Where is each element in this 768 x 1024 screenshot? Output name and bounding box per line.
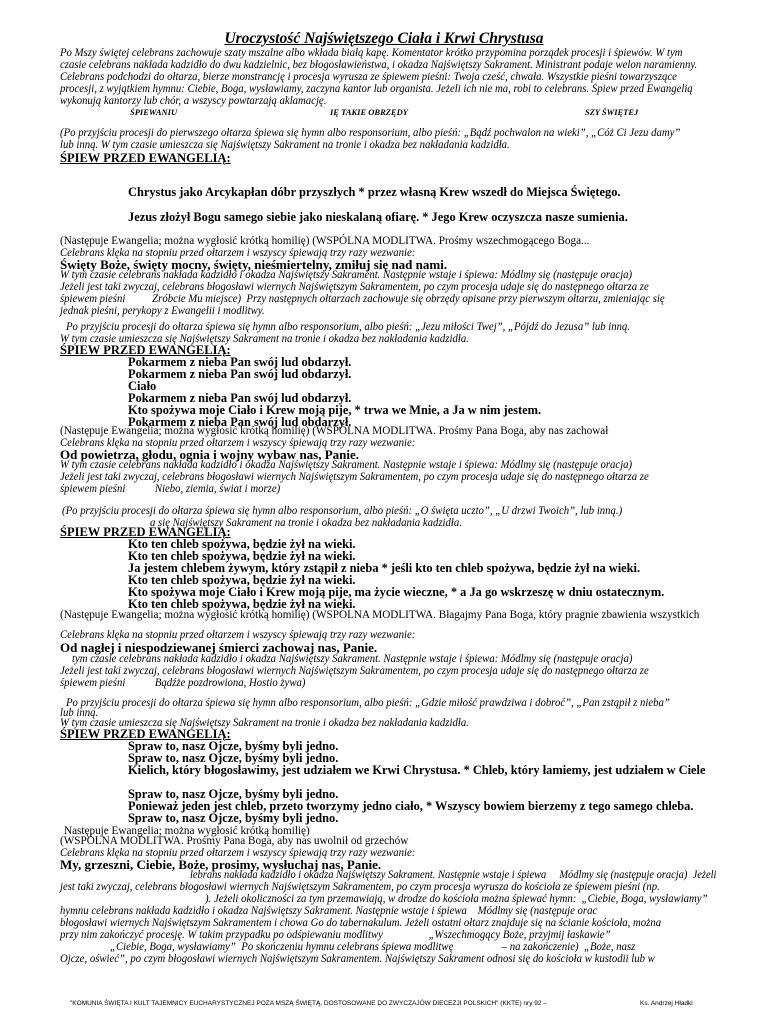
text-line: jest taki zwyczaj, celebrans błogosławi wiernych Najświętszym Sakramentem, po czym procesja wyrusza do kościoła ze śpiewem pieśni (np.: [60, 881, 660, 893]
text-line: (Następuje Ewangelia; można wygłosić krótką homilię) (WSPÓLNA MODLITWA. Prośmy wszechmogącego Boga...: [60, 235, 590, 247]
text-line: Następuje Ewangelia; można wygłosić krótką homilię): [64, 825, 310, 837]
text-line: czasie celebrans nakłada kadzidło do dwu kadzielnic, bez błogosławieństwa, i okadza Najświętszy Sakrament. Ministrant podaje welon naramienny.: [60, 59, 698, 71]
text-line: tym czasie celebrans nakłada kadzidło i okadza Najświętszy Sakrament. Następnie wstaje i śpiewa: Módlmy się (następuje oracja): [72, 653, 633, 665]
text-line: Celebrans klęka na stopniu przed ołtarzem i wszyscy śpiewają trzy razy wezwanie:: [60, 847, 416, 859]
section-heading: ŚPIEW PRZED EWANGELIĄ:: [60, 151, 231, 165]
footer-citation: "KOMUNIA ŚWIĘTA I KULT TAJEMNICY EUCHARYSTYCZNEJ POZA MSZĄ ŚWIĘTĄ, DOSTOSOWANE DO ZWYCZAJÓW DIECEZJI POLSKICH" (KKTE) nry 92 –: [70, 1000, 547, 1007]
section-heading: ŚPIEW PRZED EWANGELIĄ:: [60, 343, 231, 357]
chant-line: Ja jestem chlebem żywym, który zstąpił z nieba * jeśli kto ten chleb spożywa, będzie żył na wieki.: [128, 561, 641, 575]
chant-line: Spraw to, nasz Ojcze, byśmy byli jedno.: [128, 787, 339, 801]
chant-line: Od nagłej i niespodziewanej śmierci zachowaj nas, Panie.: [60, 640, 378, 655]
chant-line: Pokarmem z nieba Pan swój lud obdarzył.: [128, 391, 352, 405]
section-heading: ŚPIEW PRZED EWANGELIĄ:: [60, 525, 231, 539]
chant-line: Jezus złożył Bogu samego siebie jako nieskalaną ofiarę. * Jego Krew oczyszcza nasze sumienia.: [128, 210, 628, 224]
chant-line: Chrystus jako Arcykapłan dóbr przyszłych * przez własną Krew wszedł do Miejsca Świętego.: [128, 185, 621, 199]
text-line: lebrans nakłada kadzidło i okadza Najświętszy Sakrament. Następnie wstaje i śpiewa Módlmy się (następuje oracja) Jeżeli: [190, 869, 717, 881]
text-line: Celebrans klęka na stopniu przed ołtarzem i wszyscy śpiewają trzy razy wezwanie:: [60, 247, 416, 259]
text-line: jednak pieśni, perykopy z Ewangelii i modlitwy.: [60, 305, 265, 317]
text-line: (WSPÓLNA MODLITWA. Prośmy Pana Boga, aby nas uwolnił od grzechów: [60, 835, 409, 847]
text-line: W tym czasie celebrans nakłada kadzidło i okadza Najświętszy Sakrament. Następnie wstaje i śpiewa: Módlmy się (następuje oracja): [60, 459, 633, 471]
chant-line: Spraw to, nasz Ojcze, byśmy byli jedno.: [128, 739, 339, 753]
text-line: (Po przyjściu procesji do ołtarza śpiewa się hymn albo responsorium, albo pieśń: „O święta uczto”, „U drzwi Twoich”, lub inną.): [62, 505, 623, 517]
text-line: śpiewem pieśni Zróbcie Mu miejsce) Przy następnych ołtarzach zachowuje się obrzędy opisane przy pierwszym ołtarzu, zmieniając się: [60, 293, 665, 305]
text-line: Jeżeli jest taki zwyczaj, celebrans błogosławi wiernych Najświętszym Sakramentem, po czym procesja udaje się do następnego ołtarza ze: [60, 665, 649, 677]
text-line: lub inną. W tym czasie umieszcza się Najświętszy Sakrament na tronie i okadza bez nakładania kadzidła.: [60, 139, 510, 151]
text-line: śpiewem pieśni Niebo, ziemia, świat i morze): [60, 483, 281, 495]
text-line: Jeżeli jest taki zwyczaj, celebrans błogosławi wiernych Najświętszym Sakramentem, po czym procesja udaje się do następnego ołtarza ze: [60, 281, 649, 293]
chant-line: Pokarmem z nieba Pan swój lud obdarzył.: [128, 355, 352, 369]
text-line: (Następuje Ewangelia; można wygłosić krótką homilię) (WSPÓLNA MODLITWA. Błagajmy Pana Boga, który pragnie zbawienia wszystkich: [60, 609, 700, 621]
page-title: Uroczystość Najświętszego Ciała i Krwi Chrystusa: [224, 30, 544, 47]
text-line: Celebrans klęka na stopniu przed ołtarzem i wszyscy śpiewają trzy razy wezwanie:: [60, 437, 416, 449]
chant-line: Kto ten chleb spożywa, będzie żył na wieki.: [128, 573, 356, 587]
chant-line: My, grzeszni, Ciebie, Boże, prosimy, wysłuchaj nas, Panie.: [60, 857, 382, 872]
text-line: ). Jeżeli okoliczności za tym przemawiają, w drodze do kościoła można śpiewać hymn: „Ciebie, Boga, wysławiamy”: [205, 893, 708, 905]
chant-line: Ponieważ jeden jest chleb, przeto tworzymy jedno ciało, * Wszyscy bowiem bierzemy z tego samego chleba.: [128, 799, 694, 813]
text-line: (Następuje Ewangelia; można wygłosić krótką homilię) (WSPÓLNA MODLITWA. Prośmy Pana Boga, aby nas zachował: [60, 425, 609, 437]
text-line: wykonują kantorzy lub chór, a wszyscy powtarzają aklamację.: [60, 95, 327, 107]
chant-line: Spraw to, nasz Ojcze, byśmy byli jedno.: [128, 811, 339, 825]
text-line: Po przyjściu procesji do ołtarza śpiewa się hymn albo responsorium, albo pieśń: „Jezu miłości Twej”, „Pójdź do Jezusa” lub inną.: [66, 321, 631, 333]
text-line: błogosławi wiernych Najświętszym Sakramentem i chowa Go do tabernakulum. Jeżeli ostatni ołtarz znajduje się na ścianie kościoła, można: [60, 917, 662, 929]
chant-line: Kielich, który błogosławimy, jest udziałem we Krwi Chrystusa. * Chleb, który łamiemy, jest udziałem w Ciele: [128, 763, 706, 777]
footer-author: Ks. Andrzej Hładki: [640, 1000, 693, 1007]
text-line: lub inną.: [60, 707, 99, 719]
chant-line: Kto ten chleb spożywa, będzie żył na wieki.: [128, 549, 356, 563]
chant-line: Od powietrza, głodu, ognia i wojny wybaw nas, Panie.: [60, 447, 360, 462]
text-line: SZY ŚWIĘTEJ: [585, 107, 639, 117]
chant-line: Spraw to, nasz Ojcze, byśmy byli jedno.: [128, 751, 339, 765]
chant-line: Pokarmem z nieba Pan swój lud obdarzył.: [128, 367, 352, 381]
text-line: Po przyjściu procesji do ołtarza śpiewa się hymn albo responsorium, albo pieśń: „Gdzie miłość prawdziwa i dobroć”, „Pan zstąpił z nieba”: [66, 697, 670, 709]
text-line: IĘ TAKIE OBRZĘDY: [330, 107, 408, 117]
text-line: Jeżeli jest taki zwyczaj, celebrans błogosławi wiernych Najświętszym Sakramentem, po czym procesja udaje się do następnego ołtarza ze: [60, 471, 649, 483]
chant-line: Kto spożywa moje Ciało i Krew moją pije, ma życie wieczne, * a Ja go wskrzeszę w dniu ostatecznym.: [128, 585, 665, 599]
text-line: W tym czasie umieszcza się Najświętszy Sakrament na tronie i okadza bez nakładania kadzidła.: [60, 717, 469, 729]
chant-line: Święty Boże, święty mocny, święty, nieśmiertelny, zmiłuj się nad nami.: [60, 257, 448, 272]
text-line: Po Mszy świętej celebrans zachowuje szaty mszalne albo wkłada białą kapę. Komentator krótko przypomina porządek procesji i śpiewów. W tym: [60, 47, 683, 59]
text-line: przy nim zakończyć procesję. W takim przypadku po odśpiewaniu modlitwy „Wszechmogący Boże, przyjmij łaskawie”: [60, 929, 611, 941]
text-line: hymnu celebrans nakłada kadzidło i okadza Najświętszy Sakrament. Następnie wstaje i śpiewa Módlmy się (następuje orac: [60, 905, 598, 917]
chant-line: Pokarmem z nieba Pan swój lud obdarzył.: [128, 415, 352, 429]
text-line: ŚPIEWANIU: [130, 107, 178, 117]
text-line: procesji, z wyjątkiem hymnu: Ciebie, Boga, wysławiamy, zaczyna kantor lub organista. Jeżeli ich nie ma, robi to celebrans. Śpiew przed Ewangelią: [60, 83, 693, 95]
text-line: „Ciebie, Boga, wysławiamy” Po skończeniu hymnu celebrans śpiewa modlitwę – na zakończenie) „Boże, nasz: [110, 941, 636, 953]
text-line: Celebrans klęka na stopniu przed ołtarzem i wszyscy śpiewają trzy razy wezwanie:: [60, 629, 416, 641]
section-heading: ŚPIEW PRZED EWANGELIĄ:: [60, 727, 231, 741]
text-line: śpiewem pieśni Bądźże pozdrowiona, Hostio żywa): [60, 677, 306, 689]
text-line: Celebrans podchodzi do ołtarza, bierze monstrancję i procesja wyrusza ze śpiewem pieśni: Twoja cześć, chwała. Wszystkie pieśni towarzyszące: [60, 71, 677, 83]
chant-line: Kto ten chleb spożywa, będzie żył na wieki.: [128, 597, 356, 611]
text-line: W tym czasie umieszcza się Najświętszy Sakrament na tronie i okadza bez nakładania kadzidła.: [60, 333, 469, 345]
chant-line: Ciało: [128, 379, 157, 393]
text-line: Ojcze, oświeć”, po czym błogosławi wiernych Najświętszym Sakramentem. Najświętszy Sakrament odnosi się do kościoła w kustodii lub w: [60, 953, 655, 965]
text-line: (Po przyjściu procesji do pierwszego ołtarza śpiewa się hymn albo responsorium, albo pieśń: „Bądź pochwalon na wieki”, „Cóż Ci Jezu damy”: [60, 127, 681, 139]
chant-line: Kto spożywa moje Ciało i Krew moją pije, * trwa we Mnie, a Ja w nim jestem.: [128, 403, 542, 417]
text-line: a się Najświętszy Sakrament na tronie i okadza bez nakładania kadzidła.: [150, 517, 462, 529]
text-line: W tym czasie celebrans nakłada kadzidło i okadza Najświętszy Sakrament. Następnie wstaje i śpiewa: Módlmy się (następuje oracja): [60, 269, 633, 281]
chant-line: Kto ten chleb spożywa, będzie żył na wieki.: [128, 537, 356, 551]
